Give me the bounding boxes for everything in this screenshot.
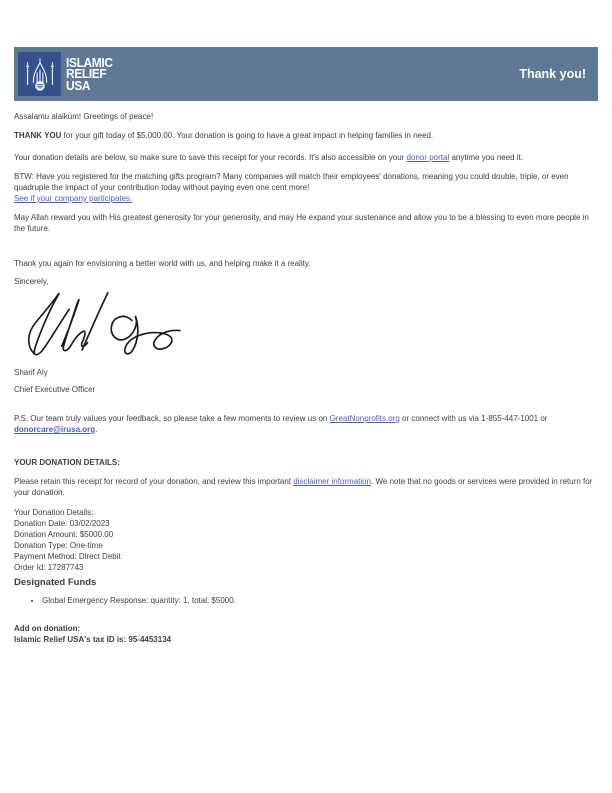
greatnonprofits-link[interactable]: GreatNonprofits.org: [329, 414, 400, 423]
matching-gifts-paragraph: BTW: Have you registered for the matching gifts program? Many companies will match their employees' donations, meaning you could double, triple, or even quadruple the impact of your contribution today without paying even one cent more!: [14, 172, 569, 192]
signer-name: Sharif Aly: [14, 368, 48, 377]
add-on-donation-line: Add on donation:: [14, 624, 81, 633]
donation-details-heading: YOUR DONATION DETAILS:: [14, 458, 120, 467]
tax-id-line: Islamic Relief USA's tax ID is: 95-4453134: [14, 635, 172, 644]
receipt-paragraph: [14, 152, 598, 163]
ps-pre-text: P.S. Our team truly values your feedback, so please take a few moments to review us on: [14, 414, 330, 423]
signer-title: Chief Executive Officer: [14, 385, 96, 394]
blessing-paragraph: May Allah reward you with His greatest generosity for your generosity, and may He expand your sustenance and allow you to be a blessing to even more people in the future.: [14, 213, 589, 233]
islamic-relief-logo: [14, 47, 117, 101]
thank-you-paragraph: [14, 130, 598, 141]
mosque-icon: [18, 52, 61, 96]
company-participates-link[interactable]: See if your company participates.: [14, 194, 133, 203]
details-list-title: Your Donation Details:: [14, 508, 94, 517]
letter-body: [14, 111, 598, 645]
designated-funds-heading: Designated Funds: [14, 577, 97, 588]
receipt-post-text: anytime you need it.: [449, 153, 524, 162]
detail-order-id: Order Id: 17287743: [14, 563, 84, 572]
matching-gifts-block: [14, 171, 598, 204]
logo-line-2: RELIEF: [66, 66, 107, 82]
detail-donation-type: Donation Type: One-time: [14, 541, 103, 550]
designated-funds-list: [42, 595, 598, 606]
designated-fund-item: • Global Emergency Response: quantity: 1, total: $5000.: [42, 595, 598, 606]
closing-paragraph: Thank you again for envisioning a better world with us, and helping make it a reality.: [14, 259, 311, 268]
thank-you-bold: THANK YOU: [14, 131, 62, 140]
footer-block: [14, 623, 598, 645]
receipt-pre-text: Your donation details are below, so make sure to save this receipt for your records. It's also accessible on your: [14, 153, 407, 162]
ps-mid-text: or connect with us via 1-855-447-1001 or: [399, 414, 548, 423]
logo-line-1: ISLAMIC: [66, 54, 113, 70]
donation-details-list: [14, 507, 598, 573]
detail-payment-method: Payment Method: Direct Debit: [14, 552, 121, 561]
detail-donation-date: Donation Date: 03/02/2023: [14, 519, 110, 528]
logo-line-3: USA: [66, 77, 91, 93]
donor-portal-link[interactable]: donor portal: [406, 153, 450, 162]
header-thank-you-title: Thank you!: [519, 67, 586, 81]
logo-wordmark: [66, 54, 113, 93]
ps-paragraph: [14, 413, 598, 435]
signature-image: [14, 289, 199, 361]
sincerely-line: Sincerely,: [14, 277, 49, 286]
disclaimer-link[interactable]: disclaimer information: [293, 477, 372, 486]
detail-donation-amount: Donation Amount: $5000.00: [14, 530, 114, 539]
donorcare-email-link[interactable]: donorcare@irusa.org: [14, 425, 96, 434]
ps-post-text: .: [95, 425, 98, 434]
greeting-line: Assalamu alaikum! Greetings of peace!: [14, 112, 154, 121]
retain-pre-text: Please retain this receipt for record of your donation, and review this important: [14, 477, 294, 486]
retain-paragraph: [14, 476, 598, 498]
retain-post-text: . We note that no goods or services were provided in return for your donation.: [14, 477, 593, 497]
thank-you-rest: for your gift today of $5,000.00. Your donation is going to have a great impact in helping families in need.: [61, 131, 434, 140]
header-bar: [14, 47, 598, 101]
